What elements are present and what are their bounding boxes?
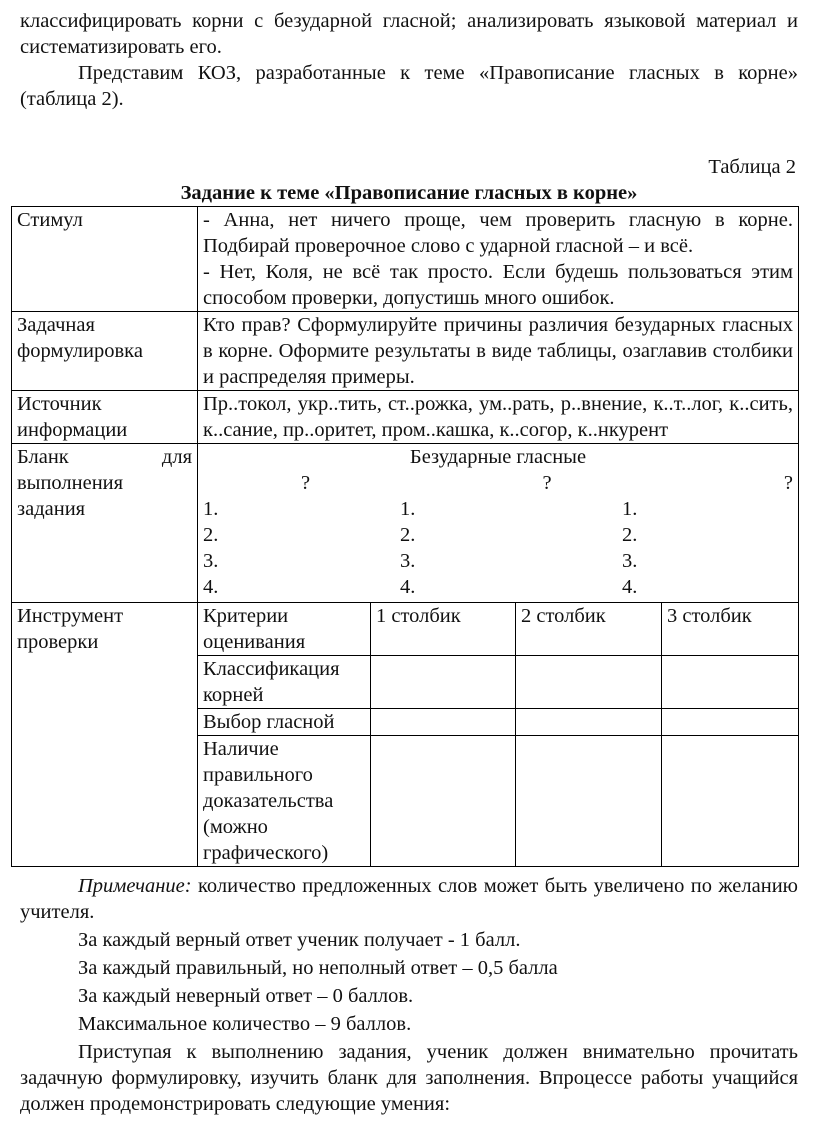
criteria-col-2: 2 столбик (516, 603, 662, 656)
table-number: Таблица 2 (708, 156, 796, 178)
criteria-table (198, 603, 798, 866)
task-label: Задачная формулировка (12, 312, 198, 391)
blank-heading: Безударные гласные (409, 446, 587, 468)
list-item: 3. (622, 550, 638, 572)
stimulus-text-1: - Анна, нет ничего проще, чем проверить гласную в корне. Подбирай проверочное слово с ударной гласной – и всё. (203, 209, 793, 257)
table-row (12, 312, 799, 391)
criteria-row (198, 656, 798, 709)
document-page (17, 0, 798, 1117)
list-item: 3. (400, 550, 416, 572)
intro-paragraph-2: Представим КОЗ, разработанные к теме «Правописание гласных в корне» (таблица 2). (20, 62, 798, 110)
table-title: Задание к теме «Правописание гласных в корне» (180, 182, 638, 204)
criteria-row (198, 736, 798, 867)
list-item: 4. (622, 576, 638, 598)
criteria-empty (662, 656, 799, 709)
question-mark-3: ? (783, 472, 793, 494)
list-item: 2. (203, 524, 219, 546)
criteria-row-vowel: Выбор гласной (198, 709, 371, 736)
check-cell (198, 603, 799, 867)
task-text (198, 312, 799, 391)
blank-label (12, 444, 198, 603)
note-label: Примечание: (78, 875, 192, 897)
source-text (198, 391, 799, 444)
table-row (12, 391, 799, 444)
table-row (12, 444, 799, 603)
list-item: 2. (400, 524, 416, 546)
blank-label-a: Бланк (17, 446, 69, 468)
blank-columns (203, 496, 793, 600)
criteria-row-classification: Классификация корней (198, 656, 371, 709)
criteria-empty (371, 709, 516, 736)
scoring-line-4: Максимальное количество – 9 баллов. (78, 1013, 412, 1035)
question-mark-1: ? (301, 472, 311, 494)
task-table (11, 206, 799, 867)
criteria-empty (371, 736, 516, 867)
stimulus-label: Стимул (12, 207, 198, 312)
stimulus-cell (198, 207, 799, 312)
list-item: 1. (400, 498, 416, 520)
blank-cell (198, 444, 799, 603)
note-text: количество предложенных слов может быть увеличено по желанию учителя. (20, 875, 798, 923)
criteria-empty (662, 736, 799, 867)
final-paragraph: Приступая к выполнению задания, ученик должен внимательно прочитать задачную формулировку, изучить бланк для заполнения. Впроцессе работы учащийся должен продемонстрировать следующие умения: (20, 1041, 798, 1115)
stimulus-text-2: - Нет, Коля, не всё так просто. Если будешь пользоваться этим способом проверки, допустишь много ошибок. (203, 261, 793, 309)
criteria-empty (662, 709, 799, 736)
criteria-row (198, 709, 798, 736)
list-item: 3. (203, 550, 219, 572)
criteria-empty (516, 736, 662, 867)
table-row (12, 207, 799, 312)
list-item: 4. (203, 576, 219, 598)
blank-label-c: выполнения (17, 472, 124, 494)
list-item: 2. (622, 524, 638, 546)
criteria-row (198, 603, 798, 656)
question-mark-2: ? (542, 472, 552, 494)
check-label: Инструмент проверки (12, 603, 198, 867)
blank-label-b: для (161, 446, 192, 468)
table-row (12, 603, 799, 867)
source-text-p: Пр..токол, укр..тить, ст..рожка, ум..рать, р..внение, к..т..лог, к..сить, к..сание, пр..оритет, пром..кашка, к..согор, к..нкурент (203, 393, 793, 441)
blank-column-3 (622, 496, 637, 600)
criteria-header: Критерии оценивания (198, 603, 371, 656)
criteria-empty (516, 656, 662, 709)
list-item: 1. (203, 498, 219, 520)
criteria-empty (371, 656, 516, 709)
scoring-line-1: За каждый верный ответ ученик получает - 1 балл. (78, 929, 521, 951)
blank-column-2 (400, 496, 622, 600)
scoring-line-2: За каждый правильный, но неполный ответ – 0,5 балла (78, 957, 558, 979)
scoring-line-3: За каждый неверный ответ – 0 баллов. (78, 985, 414, 1007)
list-item: 1. (622, 498, 638, 520)
blank-column-1 (203, 496, 400, 600)
criteria-col-1: 1 столбик (371, 603, 516, 656)
task-text-p: Кто прав? Сформулируйте причины различия безударных гласных в корне. Оформите результаты в виде таблицы, озаглавив столбики и распределяя примеры. (203, 314, 793, 388)
blank-question-row (203, 470, 793, 496)
blank-label-d: задания (17, 498, 86, 520)
criteria-empty (516, 709, 662, 736)
criteria-col-3: 3 столбик (662, 603, 799, 656)
note-paragraph (20, 873, 798, 925)
list-item: 4. (400, 576, 416, 598)
criteria-row-proof: Наличие правильного доказательства (можно графического) (198, 736, 371, 867)
source-label: Источник информации (12, 391, 198, 444)
intro-paragraph-1: классифицировать корни с безударной гласной; анализировать языковой материал и систематизировать его. (20, 10, 798, 58)
